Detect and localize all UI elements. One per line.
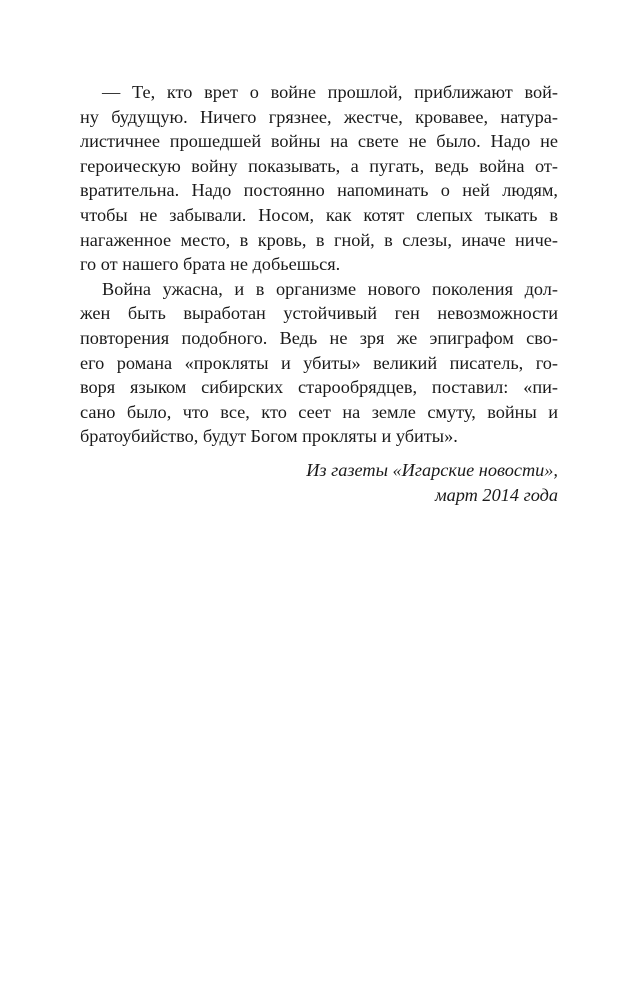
- text-line: Война ужасна, и в организме нового поколения дол-: [102, 278, 558, 299]
- text-line: воря языком сибирских старообрядцев, поставил: «пи-: [80, 377, 558, 398]
- source-attribution: [80, 458, 558, 507]
- text-line: чтобы не забывали. Носом, как котят слепых тыкать в: [80, 204, 558, 225]
- text-line: его романа «прокляты и убиты» великий писатель, го-: [80, 352, 558, 373]
- text-line: вратительна. Надо постоянно напоминать о ней людям,: [80, 180, 558, 201]
- text-line: го от нашего брата не добьешься.: [80, 254, 341, 275]
- text-line: жен быть выработан устойчивый ген невозможности: [80, 303, 558, 324]
- paragraph-2: [80, 277, 558, 449]
- text-line: героическую войну показывать, а пугать, ведь война от-: [80, 155, 558, 176]
- source-line-1: Из газеты «Игарские новости»,: [306, 459, 558, 480]
- source-line-2: март 2014 года: [434, 484, 558, 505]
- text-line: листичнее прошедшей войны на свете не было. Надо не: [80, 131, 558, 152]
- text-line: братоубийство, будут Богом прокляты и убиты».: [80, 426, 458, 447]
- page-body: [80, 80, 558, 507]
- text-line: нагаженное место, в кровь, в гной, в слезы, иначе ниче-: [80, 229, 558, 250]
- paragraph-1: [80, 80, 558, 277]
- text-line: повторения подобного. Ведь не зря же эпиграфом сво-: [80, 327, 558, 348]
- text-line: — Те, кто врет о войне прошлой, приближают вой-: [102, 82, 558, 102]
- text-line: сано было, что все, кто сеет на земле смуту, войны и: [80, 401, 558, 422]
- text-line: ну будущую. Ничего грязнее, жестче, кровавее, натура-: [80, 106, 558, 127]
